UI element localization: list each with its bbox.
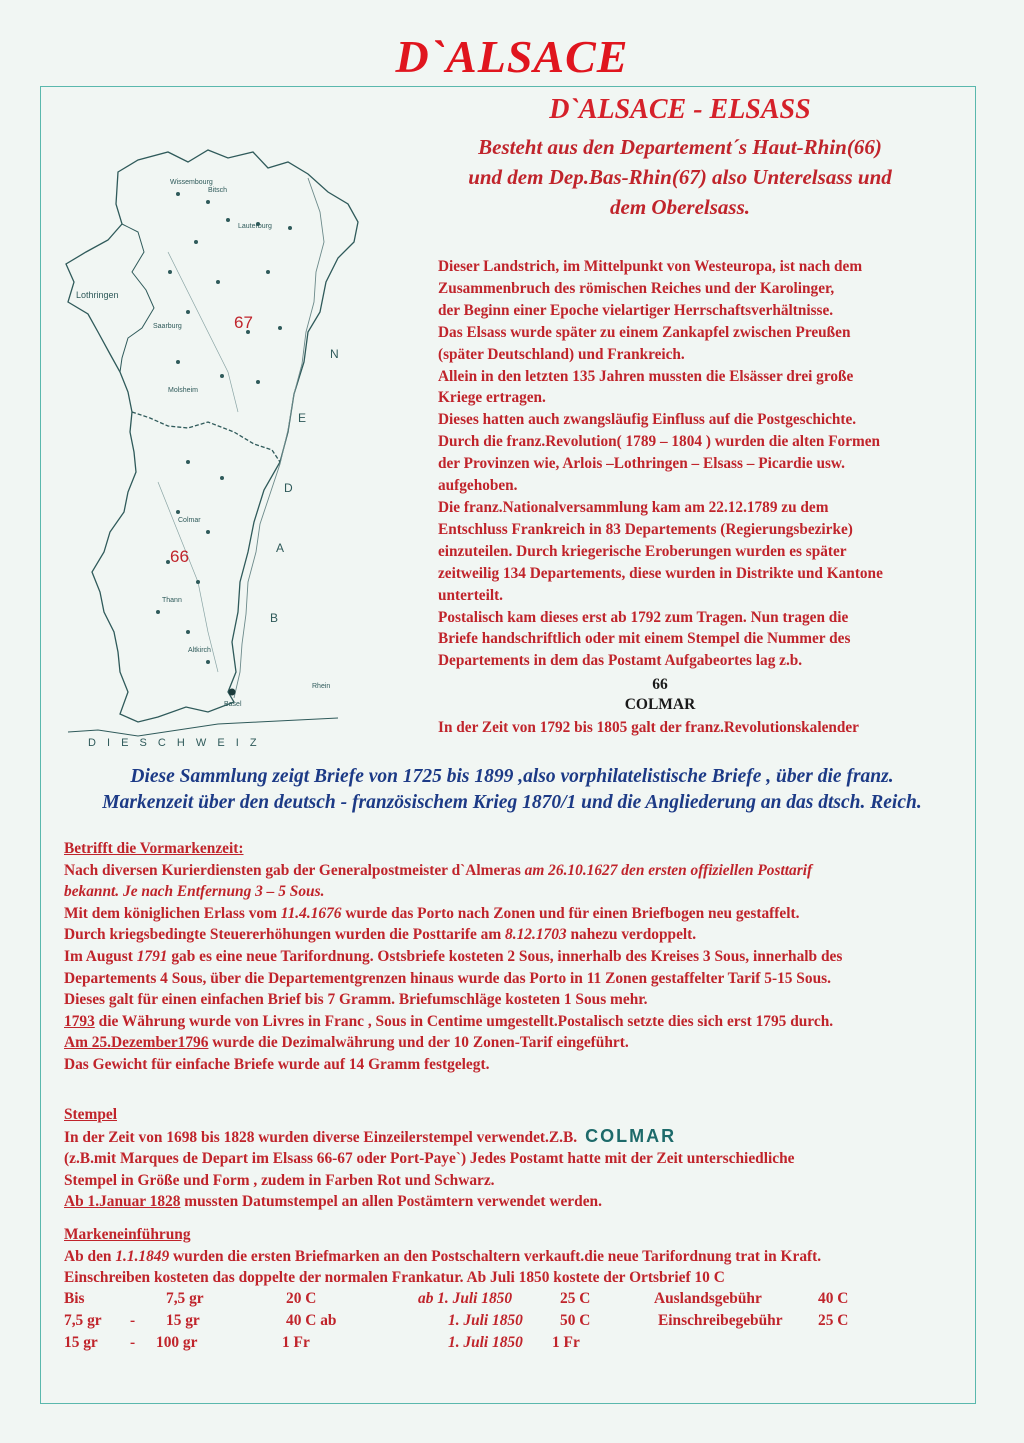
vormarken-line: Departements 4 Sous, über die Departementgrenzen hinaus wurde das Porto in 11 Zonen gestaffelter Tarif 5-15 Sous. — [64, 969, 831, 987]
marken-line: Einschreiben kosteten das doppelte der normalen Frankatur. Ab Juli 1850 kostete der Ortsbrief 10 C — [64, 1269, 725, 1287]
map-label-basel: Basel — [224, 701, 242, 708]
vormarken-line — [64, 946, 964, 968]
text-span: 1791 — [136, 947, 168, 965]
example-department-number: 66 — [652, 676, 668, 693]
rate-cell: 50 C — [560, 1312, 591, 1329]
collection-summary-line: Diese Sammlung zeigt Briefe von 1725 bis 1899 ,also vorphilatelistische Briefe , über die franz. — [130, 766, 894, 787]
map-town-label: Bitsch — [208, 187, 228, 194]
map-town-label: Colmar — [178, 517, 201, 524]
rate-cell: 20 C — [286, 1290, 317, 1307]
map-town-label: Altkirch — [188, 647, 211, 654]
intro-line: Durch die franz.Revolution( 1789 – 1804 ) wurden die alten Formen — [438, 433, 881, 451]
rate-cell: 7,5 gr — [64, 1312, 102, 1329]
map-town-label: Molsheim — [168, 387, 198, 394]
intro-line: der Provinzen wie, Arlois –Lothringen – Elsass – Picardie usw. — [438, 455, 845, 473]
rate-cell: 100 gr — [156, 1334, 198, 1351]
rate-cell: 15 gr — [166, 1312, 200, 1329]
colmar-stamp-sample: COLMAR — [585, 1125, 677, 1146]
text-span: 1793 — [64, 1012, 95, 1030]
text-span: In der Zeit von 1698 bis 1828 wurden diverse Einzeilerstempel verwendet.Z.B. — [64, 1128, 578, 1146]
map-label-lothringen: Lothringen — [76, 290, 119, 300]
subtitle-line: Besteht aus den Departement´s Haut-Rhin(66) — [478, 135, 882, 159]
text-span: Ab den — [64, 1247, 116, 1265]
vormarken-line: bekannt. Je nach Entfernung 3 – 5 Sous. — [64, 883, 325, 901]
map-town-label: Wissembourg — [170, 179, 213, 186]
marken-section — [64, 1224, 964, 1289]
text-span: Am 25.Dezember1796 — [64, 1034, 209, 1052]
rate-table — [64, 1290, 964, 1360]
intro-line: Entschluss Frankreich in 83 Departements (Regierungsbezirke) — [438, 520, 853, 538]
map-town-label: Saarburg — [153, 323, 182, 330]
vormarken-line — [64, 903, 964, 925]
vormarken-line: Das Gewicht für einfache Briefe wurde auf 14 Gramm festgelegt. — [64, 1055, 490, 1073]
map-label-baden-letter: E — [298, 411, 307, 425]
section-subtitle — [400, 132, 960, 222]
map-label-baden-letter: A — [276, 541, 285, 555]
rate-cell: 1 Fr — [552, 1334, 580, 1351]
map-label-baden-letter: D — [284, 481, 293, 495]
stempel-heading: Stempel — [64, 1106, 118, 1123]
intro-line: Departements in dem das Postamt Aufgabeortes lag z.b. — [438, 652, 803, 670]
map-label-dept-66: 66 — [170, 547, 189, 566]
vormarken-line — [64, 1011, 964, 1033]
map-label-dept-67: 67 — [234, 313, 253, 332]
alsace-map — [58, 132, 378, 752]
map-outline — [66, 150, 358, 736]
map-label-baden-letter: N — [330, 347, 339, 361]
marken-line — [64, 1246, 964, 1268]
vormarken-line — [64, 860, 964, 882]
intro-line: unterteilt. — [438, 586, 503, 604]
subtitle-line: und dem Dep.Bas-Rhin(67) also Unterelsass und — [468, 165, 892, 189]
rate-cell: 1 Fr — [282, 1334, 310, 1351]
text-span: nahezu verdoppelt. — [566, 926, 697, 944]
section-title: D`ALSACE - ELSASS — [549, 94, 811, 125]
text-span: Nach diversen Kurierdiensten gab der Generalpostmeister d`Almeras — [64, 861, 525, 879]
intro-line: der Beginn einer Epoche vielartiger Herrschaftsverhältnisse. — [438, 301, 834, 319]
vormarken-line — [64, 1032, 964, 1054]
rate-cell: 40 C — [818, 1290, 849, 1307]
map-town-label: Thann — [162, 597, 182, 604]
intro-line: aufgehoben. — [438, 477, 518, 495]
intro-line: Dieses hatten auch zwangsläufig Einfluss auf die Postgeschichte. — [438, 411, 857, 429]
rate-cell: ab 1. Juli 1850 — [418, 1290, 513, 1307]
intro-line: zeitweilig 134 Departements, diese wurden in Distrikte und Kantone — [438, 564, 883, 582]
stempel-line — [64, 1126, 964, 1149]
text-span: mussten Datumstempel an allen Postämtern verwendet werden. — [180, 1193, 602, 1211]
text-span: Mit dem königlichen Erlass vom — [64, 904, 281, 922]
stempel-section — [64, 1104, 964, 1213]
rate-cell: - — [130, 1312, 136, 1329]
map-town-label: Lauterburg — [238, 223, 272, 230]
rate-cell: 40 C ab — [286, 1312, 337, 1329]
intro-line: Dieser Landstrich, im Mittelpunkt von Westeuropa, ist nach dem — [438, 258, 863, 275]
text-span: Ab 1.Januar 1828 — [64, 1193, 181, 1211]
intro-line: Das Elsass wurde später zu einem Zankapfel zwischen Preußen — [438, 323, 851, 341]
rate-cell: 25 C — [818, 1312, 849, 1329]
rate-cell: 1. Juli 1850 — [448, 1334, 523, 1351]
map-label-schweiz: D I E S C H W E I Z — [88, 737, 261, 749]
rate-cell: Auslandsgebühr — [654, 1290, 762, 1307]
text-span: 8.12.1703 — [505, 926, 567, 944]
rate-cell: 15 gr — [64, 1334, 98, 1351]
text-span: Im August — [64, 947, 137, 965]
stempel-line: (z.B.mit Marques de Depart im Elsass 66-67 oder Port-Paye`) Jedes Postamt hatte mit der Zeit unterschiedliche — [64, 1150, 795, 1168]
intro-line: (später Deutschland) und Frankreich. — [438, 345, 685, 363]
collection-summary-line: Markenzeit über den deutsch - französischem Krieg 1870/1 und die Angliederung an das dtsch. Reich. — [102, 792, 922, 813]
stempel-line: Stempel in Größe und Form , zudem in Farben Rot und Schwarz. — [64, 1171, 495, 1189]
page-title: D`ALSACE — [395, 31, 629, 82]
text-span: gab es eine neue Tarifordnung. Ostsbriefe kosteten 2 Sous, innerhalb des Kreises 3 Sous, innerhalb des — [167, 947, 843, 965]
marken-heading: Markeneinführung — [64, 1226, 191, 1243]
vormarken-line — [64, 924, 964, 946]
stempel-line — [64, 1191, 964, 1213]
intro-line: Postalisch kam dieses erst ab 1792 zum Tragen. Nun tragen die — [438, 608, 849, 626]
map-label-rhein: Rhein — [312, 683, 331, 690]
vormarken-heading: Betrifft die Vormarkenzeit: — [64, 840, 244, 857]
example-city: COLMAR — [624, 696, 696, 713]
rate-cell: 1. Juli 1850 — [448, 1312, 523, 1329]
intro-line: Briefe handschriftlich oder mit einem Stempel die Nummer des — [438, 630, 851, 648]
text-span: 11.4.1676 — [280, 904, 342, 922]
text-span: wurde das Porto nach Zonen und für einen Briefbogen neu gestaffelt. — [341, 904, 800, 922]
text-span: Durch kriegsbedingte Steuererhöhungen wurden die Posttarife am — [64, 926, 506, 944]
intro-line: Allein in den letzten 135 Jahren mussten die Elsässer drei große — [438, 367, 854, 385]
text-span: wurden die ersten Briefmarken an den Postschaltern verkauft.die neue Tarifordnung trat in Kraft. — [169, 1247, 822, 1265]
rate-cell: - — [130, 1334, 136, 1351]
intro-line: Kriege ertragen. — [438, 389, 546, 407]
intro-text — [438, 256, 958, 672]
rate-cell: 25 C — [560, 1290, 591, 1307]
vormarken-line: Dieses galt für einen einfachen Brief bis 7 Gramm. Briefumschläge kosteten 1 Sous mehr. — [64, 991, 648, 1009]
rate-cell: Einschreibegebühr — [658, 1312, 783, 1329]
text-span: 1.1.1849 — [115, 1247, 170, 1265]
text-span: am 26.10.1627 den ersten offiziellen Posttarif — [524, 861, 813, 879]
intro-line: Zusammenbruch des römischen Reiches und der Karolinger, — [438, 279, 835, 297]
map-label-baden-letter: B — [270, 611, 279, 625]
rate-cell: 7,5 gr — [166, 1290, 204, 1307]
intro-line: einzuteilen. Durch kriegerische Eroberungen wurden es später — [438, 542, 847, 560]
text-span: wurde die Dezimalwährung und der 10 Zonen-Tarif eingeführt. — [208, 1034, 629, 1052]
vormarken-section — [64, 838, 964, 1076]
rate-cell: Bis — [64, 1290, 85, 1307]
subtitle-line: dem Oberelsass. — [610, 195, 750, 219]
text-span: die Währung wurde von Livres in Franc , Sous in Centime umgestellt.Postalisch setzte dies sich erst 1795 durch. — [94, 1012, 834, 1030]
intro-line: Die franz.Nationalversammlung kam am 22.12.1789 zu dem — [438, 498, 829, 516]
revolution-calendar-line: In der Zeit von 1792 bis 1805 galt der franz.Revolutionskalender — [438, 719, 859, 736]
